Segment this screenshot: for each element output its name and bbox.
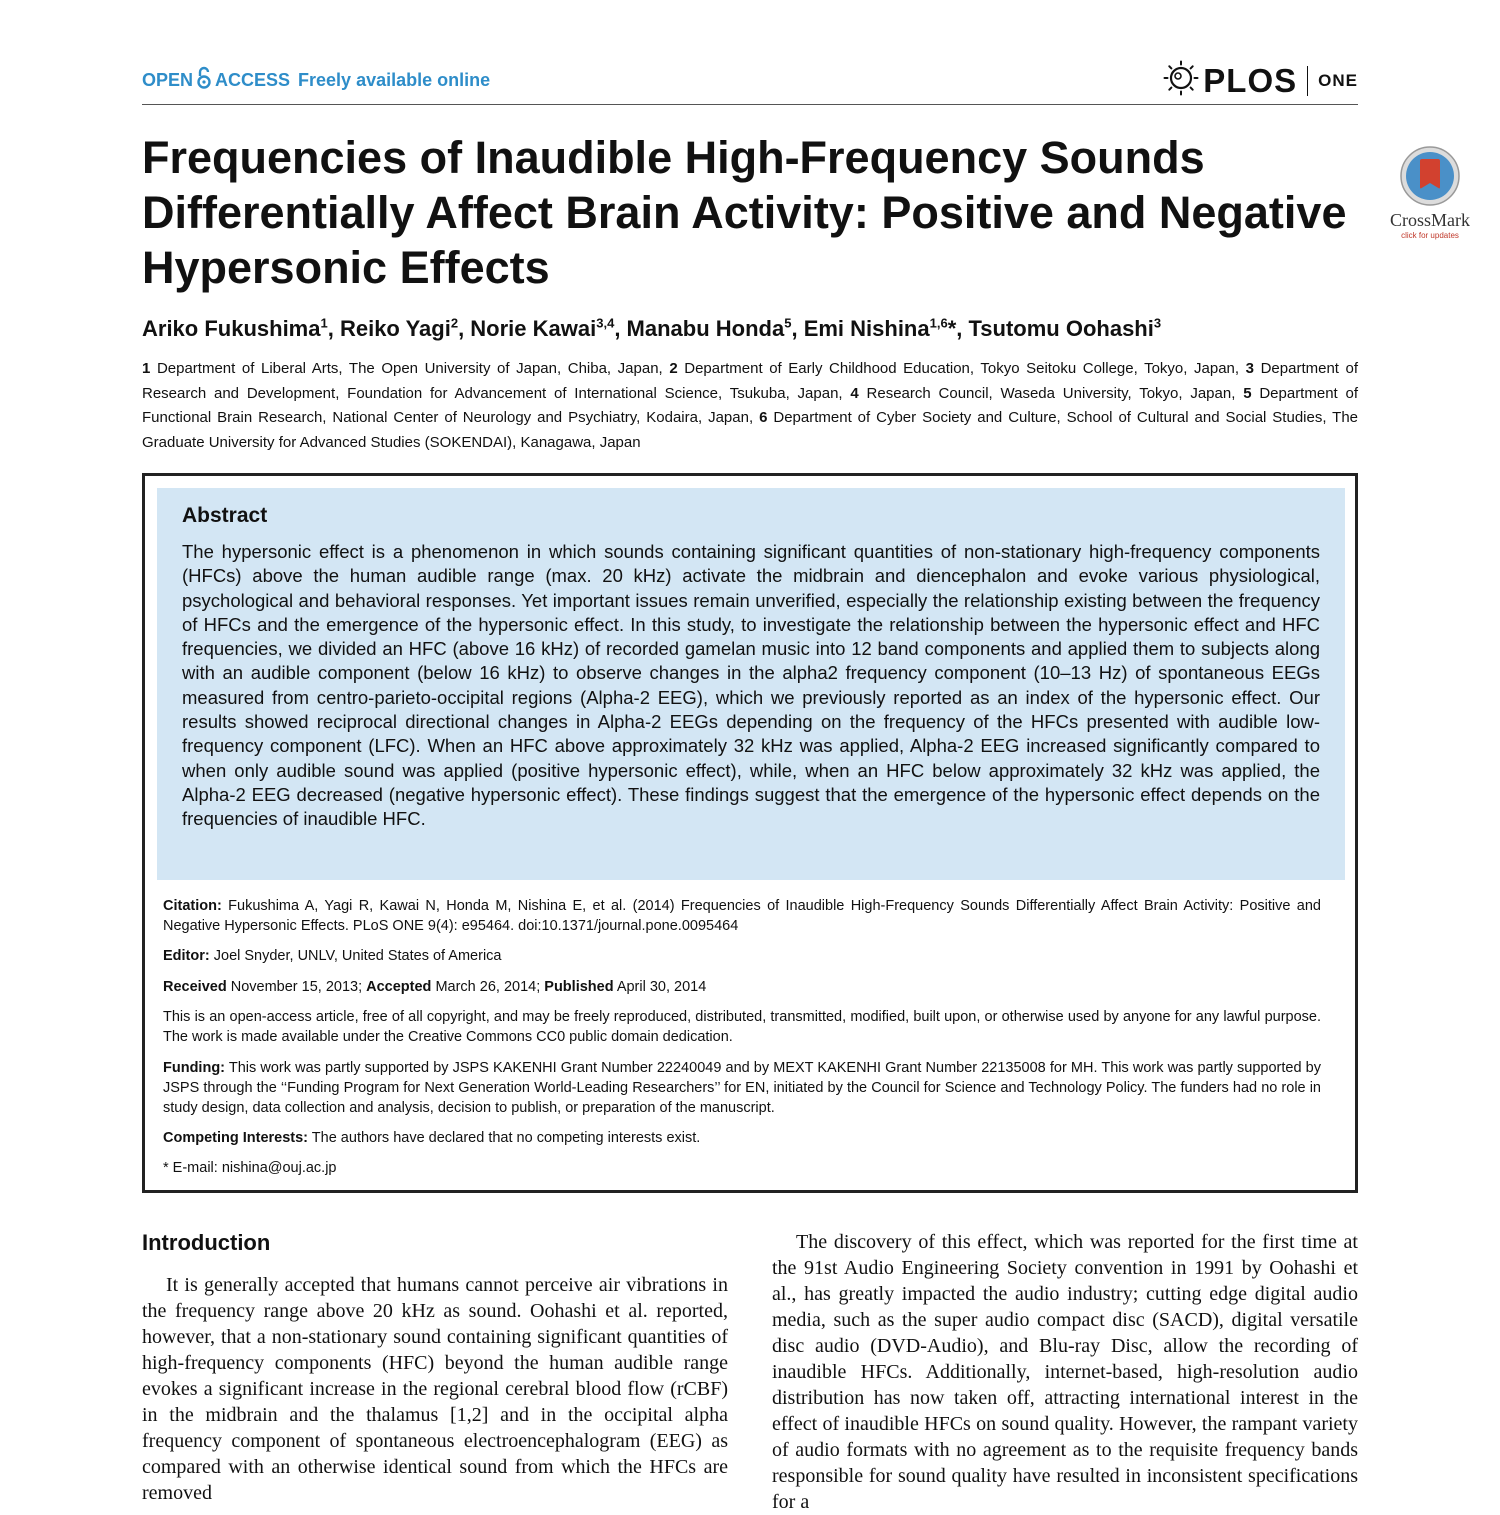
journal-header bbox=[142, 60, 1358, 105]
author-name: Norie Kawai bbox=[470, 316, 597, 342]
author-name: Emi Nishina bbox=[803, 316, 930, 342]
author-separator: , bbox=[614, 316, 627, 342]
affiliation-number: 6 bbox=[759, 409, 768, 426]
body-column-right bbox=[772, 1229, 1358, 1515]
author-name: Manabu Honda bbox=[626, 316, 785, 342]
accepted-label: Accepted bbox=[366, 979, 432, 995]
author-affiliation: 1,6 bbox=[929, 316, 948, 331]
introduction-heading: Introduction bbox=[142, 1230, 271, 1255]
citation-text: Fukushima A, Yagi R, Kawai N, Honda M, Nishina E, et al. (2014) Frequencies of Inaudible High-Frequency Sounds Differentially Affect Brain Activity: Positive and Negative Hypersonic Effects. PLoS ONE 9(4): e95464. doi:10.1371/journal.pone.0095464 bbox=[163, 898, 1321, 934]
author bbox=[340, 316, 470, 341]
affiliation-number: 3 bbox=[1245, 360, 1254, 377]
email: * E-mail: nishina@ouj.ac.jp bbox=[163, 1160, 337, 1176]
abstract-panel bbox=[157, 488, 1345, 880]
affiliation-text: Department of Liberal Arts, The Open University of Japan, Chiba, Japan, bbox=[156, 360, 663, 377]
received-date: November 15, 2013; bbox=[230, 979, 363, 995]
published-label: Published bbox=[544, 979, 614, 995]
affiliation-list bbox=[142, 357, 1358, 455]
citation bbox=[163, 896, 1321, 936]
funding-label: Funding: bbox=[163, 1060, 226, 1076]
affiliation-text: Department of Cyber Society and Culture, School of Cultural and Social Studies, The Graduate University for Advanced Studies (SOKENDAI), Kanagawa, Japan bbox=[142, 409, 1359, 451]
author bbox=[804, 316, 969, 341]
author-affiliation: 5 bbox=[784, 316, 792, 331]
author-affiliation: 3,4 bbox=[596, 316, 615, 331]
freely-available-label: Freely available online bbox=[298, 70, 491, 90]
editor-text: Joel Snyder, UNLV, United States of America bbox=[213, 948, 502, 964]
body-column-left bbox=[142, 1272, 728, 1506]
abstract-heading: Abstract bbox=[182, 504, 268, 527]
affiliation-separator bbox=[1239, 360, 1246, 377]
accepted-date: March 26, 2014; bbox=[435, 979, 541, 995]
author bbox=[142, 316, 340, 341]
published-date: April 30, 2014 bbox=[616, 979, 707, 995]
competing-interests bbox=[163, 1128, 1321, 1148]
author bbox=[470, 316, 626, 341]
author-separator: *, bbox=[947, 316, 969, 342]
author-name: Reiko Yagi bbox=[339, 316, 451, 342]
affiliation-number: 5 bbox=[1243, 384, 1252, 402]
plos-wordmark: PLOS bbox=[1203, 61, 1298, 99]
plos-sun-icon bbox=[1163, 60, 1199, 101]
crossmark-badge[interactable] bbox=[1380, 145, 1480, 240]
open-access-banner bbox=[142, 66, 490, 95]
crossmark-sublabel: click for updates bbox=[1401, 231, 1459, 240]
affiliation-text: Department of Functional Brain Research, National Center of Neurology and Psychiatry, Kodaira, Japan, bbox=[142, 384, 1359, 426]
author-name: Ariko Fukushima bbox=[142, 316, 321, 342]
article-dates bbox=[163, 977, 1321, 997]
funding bbox=[163, 1058, 1321, 1118]
author-affiliation: 2 bbox=[450, 316, 459, 331]
author-name: Tsutomu Oohashi bbox=[968, 316, 1154, 342]
affiliation-text: Research Council, Waseda University, Tokyo, Japan, bbox=[866, 384, 1236, 402]
crossmark-label: CrossMark bbox=[1390, 210, 1470, 230]
received-label: Received bbox=[163, 979, 227, 995]
introduction-paragraph-right: The discovery of this effect, which was reported for the first time at the 91st Audio Engineering Society convention in 1991 by Oohashi et al., has greatly impacted the audio industry; cutting edge digital audio media, such as the super audio compact disc (SACD), digital versatile disc audio (DVD-Audio), and Blu-ray Disc, allow the recording of inaudible HFCs. Additionally, internet-based, high-resolution audio distribution has now taken off, attracting international interest in the effect of inaudible HFCs on sound quality. However, the rampant variety of audio formats with no agreement as to the requisite frequency bands responsible for sound quality have resulted in inconsistent specifications for a bbox=[772, 1231, 1358, 1513]
open-label: OPEN bbox=[142, 70, 194, 90]
citation-label: Citation: bbox=[163, 898, 222, 914]
competing-label: Competing Interests: bbox=[163, 1130, 309, 1146]
affiliation-text: Department of Research and Development, Foundation for Advancement of International Science, Tsukuba, Japan, bbox=[142, 360, 1359, 402]
competing-text: The authors have declared that no competing interests exist. bbox=[311, 1130, 701, 1146]
license-text: This is an open-access article, free of all copyright, and may be freely reproduced, distributed, transmitted, modified, built upon, or otherwise used by anyone for any lawful purpose. The work is made available under the Creative Commons CC0 public domain dedication. bbox=[163, 1009, 1321, 1045]
funding-text: This work was partly supported by JSPS KAKENHI Grant Number 22240049 and by MEXT KAKENHI Grant Number 22135008 for MH. This work was partly supported by JSPS through the ‘‘Funding Program for Next Generation World-Leading Researchers’’ for EN, initiated by the Council for Science and Technology Policy. The funders had no role in study design, data collection and analysis, decision to publish, or preparation of the manuscript. bbox=[163, 1060, 1321, 1116]
plos-one-logo bbox=[1163, 60, 1358, 101]
editor bbox=[163, 946, 1321, 966]
affiliation-number: 2 bbox=[669, 360, 678, 377]
affiliation-number: 4 bbox=[850, 384, 859, 402]
author bbox=[968, 316, 1161, 341]
affiliation-number: 1 bbox=[142, 360, 151, 377]
one-wordmark: ONE bbox=[1318, 70, 1358, 90]
author-affiliation: 3 bbox=[1153, 316, 1162, 331]
affiliation-text: Department of Early Childhood Education, Tokyo Seitoku College, Tokyo, Japan, bbox=[684, 360, 1240, 377]
author-separator: , bbox=[327, 316, 340, 342]
open-lock-icon bbox=[197, 66, 211, 95]
introduction-paragraph-left: It is generally accepted that humans cannot perceive air vibrations in the frequency range above 20 kHz as sound. Oohashi et al. reported, however, that a non-stationary sound containing significant quantities of high-frequency components (HFC) beyond the human audible range evokes a significant increase in the regional cerebral blood flow (rCBF) in the midbrain and the thalamus [1,2] and in the occipital alpha frequency component of spontaneous electroencephalogram (EEG) as compared with an otherwise identical sound from which the HFCs are removed bbox=[142, 1274, 728, 1504]
crossmark-icon bbox=[1399, 194, 1461, 211]
abstract-text: The hypersonic effect is a phenomenon in which sounds containing significant quantities of non-stationary high-frequency components (HFCs) above the human audible range (max. 20 kHz) activate the midbrain and diencephalon and evoke various physiological, psychological and behavioral responses. Yet important issues remain unverified, especially the relationship existing between the frequency of HFCs and the emergence of the hypersonic effect. In this study, to investigate the relationship between the hypersonic effect and HFC frequencies, we divided an HFC (above 16 kHz) of recorded gamelan music into 12 band components and applied them to subjects along with an audible component (below 16 kHz) to observe changes in the alpha2 frequency component (10–13 Hz) of spontaneous EEGs measured from centro-parieto-occipital regions (Alpha-2 EEG), which we previously reported as an index of the hypersonic effect. Our results showed reciprocal directional changes in Alpha-2 EEGs depending on the frequency of the HFCs presented with audible low-frequency component (LFC). When an HFC above approximately 32 kHz was applied, Alpha-2 EEG increased significantly compared to when only audible sound was applied (positive hypersonic effect), while, when an HFC below approximately 32 kHz was applied, the Alpha-2 EEG decreased (negative hypersonic effect). These findings suggest that the emergence of the hypersonic effect depends on the frequencies of inaudible HFC. bbox=[182, 541, 1320, 830]
author-affiliation: 1 bbox=[320, 316, 328, 331]
author-list bbox=[142, 316, 1362, 342]
author-separator: , bbox=[458, 316, 471, 342]
author-separator: , bbox=[791, 316, 804, 342]
author bbox=[627, 316, 804, 341]
article-title: Frequencies of Inaudible High-Frequency Sounds Differentially Affect Brain Activity: Positive and Negative Hypersonic Effects bbox=[142, 132, 1347, 293]
logo-divider bbox=[1307, 66, 1308, 96]
article-info-box bbox=[142, 473, 1358, 1193]
editor-label: Editor: bbox=[163, 948, 210, 964]
access-label: ACCESS bbox=[215, 70, 291, 90]
